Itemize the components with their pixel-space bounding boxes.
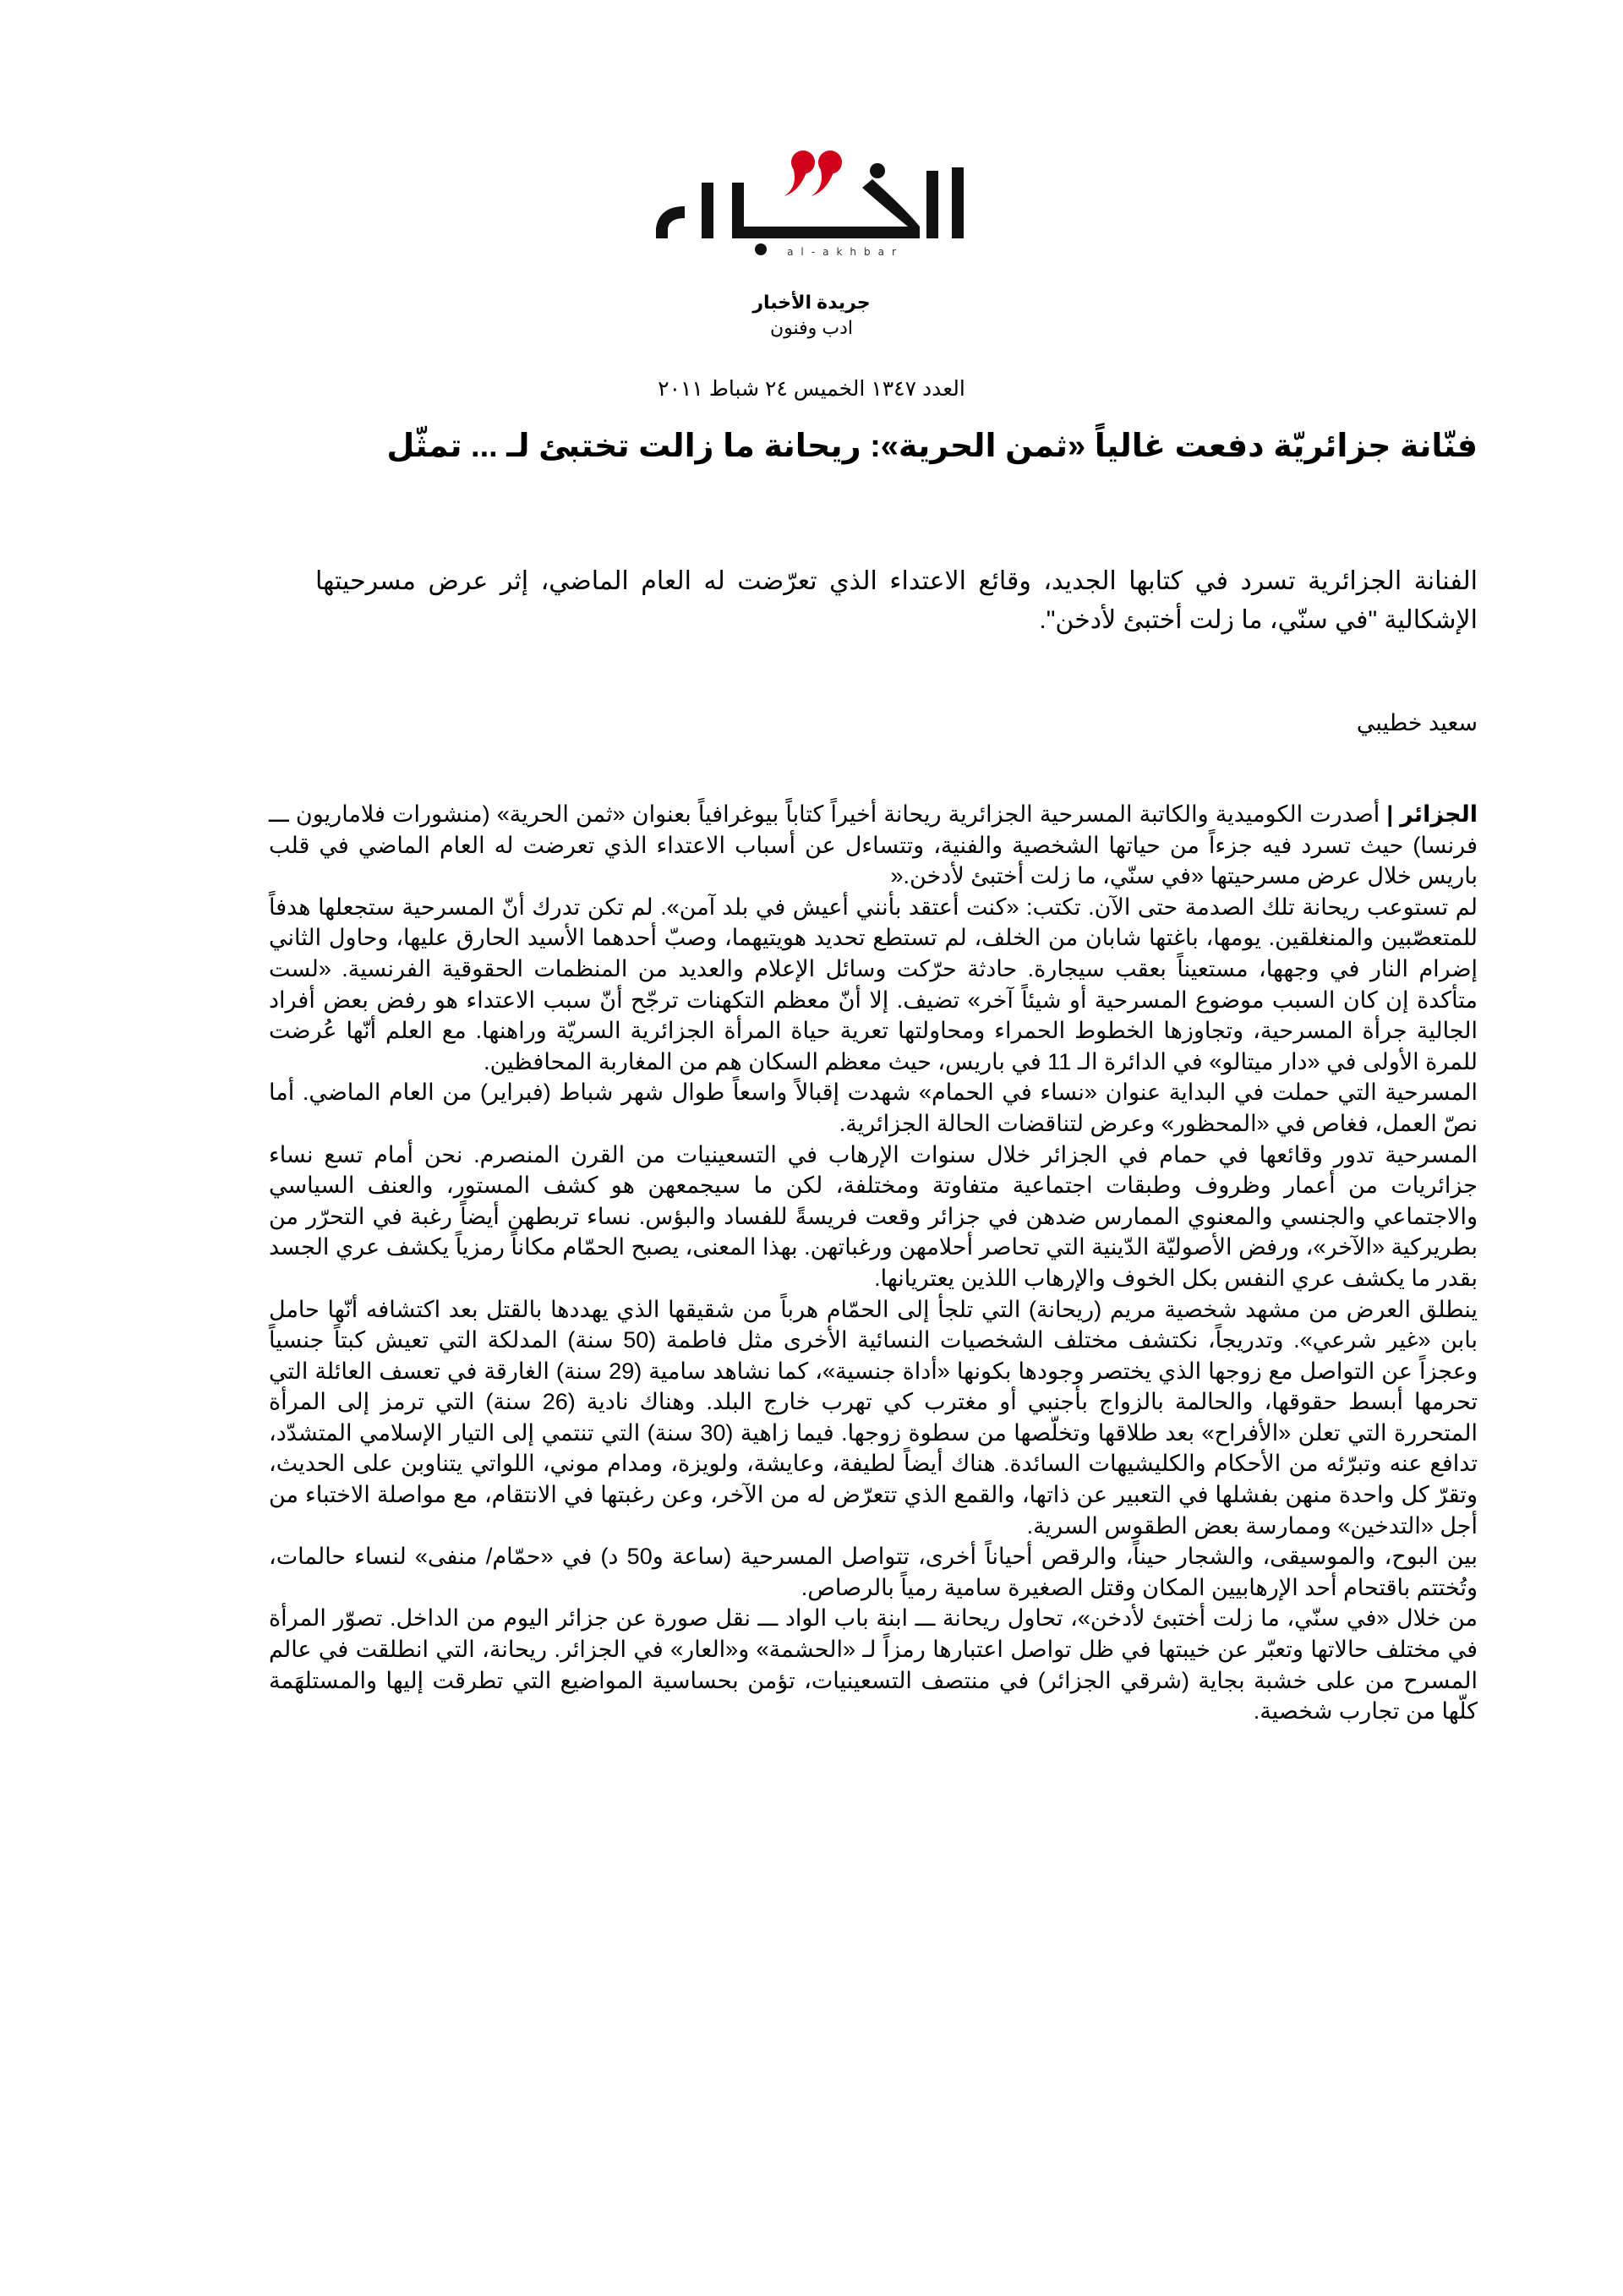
article-paragraph: المسرحية تدور وقائعها في حمام في الجزائر خلال سنوات الإرهاب في التسعينيات من القرن المنصرم. نحن أمام تسع نساء جزائريات من أعمار وظروف وطبقات اجتماعية متفاوتة ومختلفة، لكن ما سيجمعهن هو كشف المستور، والعنف السياسي والاجتماعي والجنسي والمعنوي الممارس ضدهن في جزائر وقعت فريسةً للفساد والبؤس. نساء تربطهن أيضاً رغبة في التحرّر من بطريركية «الآخر»، ورفض الأصوليّة الدّينية التي تحاصر أحلامهن ورغباتهن. بهذا المعنى، يصبح الحمّام مكاناً رمزياً يكشف عري الجسد بقدر ما يكشف عري النفس بكل الخوف والإرهاب اللذين يعتريانها. [269,1141,1478,1291]
issue-date-line: العدد ١٣٤٧ الخميس ٢٤ شباط ٢٠١١ [658,377,965,401]
newspaper-name: جريدة الأخبار [752,292,871,313]
article-paragraph: المسرحية التي حملت في البداية عنوان «نساء في الحمام» شهدت إقبالاً واسعاً طوال شهر شباط (فبراير) من العام الماضي. أما نصّ العمل، فغاص في «المحظور» وعرض لتناقضات الحالة الجزائرية. [269,1080,1478,1136]
article-paragraph: لم تستوعب ريحانة تلك الصدمة حتى الآن. تكتب: «كنت أعتقد بأنني أعيش في بلد آمن». لم تكن تدرك أنّ المسرحية ستجعلها هدفاً للمتعصّبين والمنغلقين. يومها، باغتها شابان من الخلف، لم تستطع تحديد هويتيهما، وصبّ أحدهما الأسيد الحارق عليها، وحاول الثاني إضرام النار في وجهها، مستعيناً بعقب سيجارة. حادثة حرّكت وسائل الإعلام والعديد من المنظمات الحقوقية الفرنسية. «لست متأكدة إن كان السبب موضوع المسرحية أو شيئاً آخر» تضيف. إلا أنّ معظم التكهنات ترجّح أنّ سبب الاعتداء هو رفض بعض أفراد الجالية جرأة المسرحية، وتجاوزها الخطوط الحمراء ومحاولتها تعرية حياة المرأة الجزائرية السريّة وراهنها. مع العلم أنّها عُرضت للمرة الأولى في «دار ميتالو» في الدائرة الـ 11 في باريس، حيث معظم السكان هم من المغاربة المحافظين. [269,894,1478,1074]
section-name: ادب وفنون [769,317,854,338]
logo-quote-marks-icon [784,150,842,196]
al-akhbar-logo [651,144,972,258]
article-paragraph: بين البوح، والموسيقى، والشجار حيناً، والرقص أحياناً أخرى، تتواصل المسرحية (ساعة و50 د) في «حمّام/ منفى» لنساء حالمات، وتُختتم باقتحام أحد الإرهابيين المكان وقتل الصغيرة سامية رمياً بالرصاص. [269,1544,1478,1600]
article-paragraph [269,799,1478,892]
article-author: سعيد خطيبي [1356,710,1478,735]
logo-wordmark-latin: al-akhbar [787,246,904,258]
paragraph-text: أصدرت الكوميدية والكاتبة المسرحية الجزائرية ريحانة أخيراً كتاباً بيوغرافياً بعنوان «ثمن الحرية» (منشورات فلاماريون ـــ فرنسا) حيث تسرد فيه جزءاً من حياتها الشخصية والفنية، وتتساءل عن أسباب الاعتداء الذي تعرضت له العام الماضي في قلب باريس خلال عرض مسرحيتها «في سنّي، ما زلت أختبئ لأدخن.« [269,801,1478,889]
logo-wordmark-arabic [656,163,964,255]
article-body [269,799,1478,1727]
article-lead: الفنانة الجزائرية تسرد في كتابها الجديد، وقائع الاعتداء الذي تعرّضت له العام الماضي، إثر عرض مسرحيتها الإشكالية "في سنّي، ما زلت أختبئ لأدخن". [315,567,1478,634]
article-paragraph: ينطلق العرض من مشهد شخصية مريم (ريحانة) التي تلجأ إلى الحمّام هرباً من شقيقها الذي يهددها بالقتل بعد اكتشافه أنّها حامل بابن «غير شرعي». وتدريجاً، نكتشف مختلف الشخصيات النسائية الأخرى مثل فاطمة (50 سنة) المدلكة التي تعيش كبتاً جنسياً وعجزاً عن التواصل مع زوجها الذي يختصر وجودها بكونها «أداة جنسية»، كما نشاهد سامية (29 سنة) الغارقة في تعسف العائلة التي تحرمها أبسط حقوقها، والحالمة بالزواج بأجنبي أو مغترب كي تهرب خارج البلد. وهناك نادية (26 سنة) التي ترمز إلى المرأة المتحررة التي تعلن «الأفراح» بعد طلاقها وتخلّصها من سطوة زوجها. فيما زاهية (30 سنة) التي تنتمي إلى التيار الإسلامي المتشدّد، تدافع عنه وتبرّئه من الأحكام والكليشيهات السائدة. هناك أيضاً لطيفة، وعايشة، ولويزة، ومدام موني، اللواتي يتناوبن على الحديث، وتقرّ كل واحدة منهن بفشلها في التعبير عن ذاتها، والقمع الذي تتعرّض له من الآخر، وعن رغبتها في الانتقام، مع مواصلة الاختباء من أجل «التدخين» وممارسة بعض الطقوس السرية. [269,1296,1478,1539]
article-headline: فنّانة جزائريّة دفعت غالياً «ثمن الحرية»: ريحانة ما زالت تختبئ لـ ... تمثّل [386,429,1478,464]
article-paragraph: من خلال «في سنّي، ما زلت أختبئ لأدخن»، تحاول ريحانة ـــ ابنة باب الواد ـــ نقل صورة عن جزائر اليوم من الداخل. تصوّر المرأة في مختلف حالاتها وتعبّر عن خيبتها في ظل تواصل اعتبارها رمزاً لـ «الحشمة» و«العار» في الجزائر. ريحانة، التي انطلقت في عالم المسرح من على خشبة بجاية (شرقي الجزائر) في منتصف التسعينيات، تؤمن بحساسية المواضيع التي تطرقت إليها والمستلهَمة كلّها من تجارب شخصية. [269,1605,1478,1725]
dateline: الجزائر | [1386,801,1478,827]
